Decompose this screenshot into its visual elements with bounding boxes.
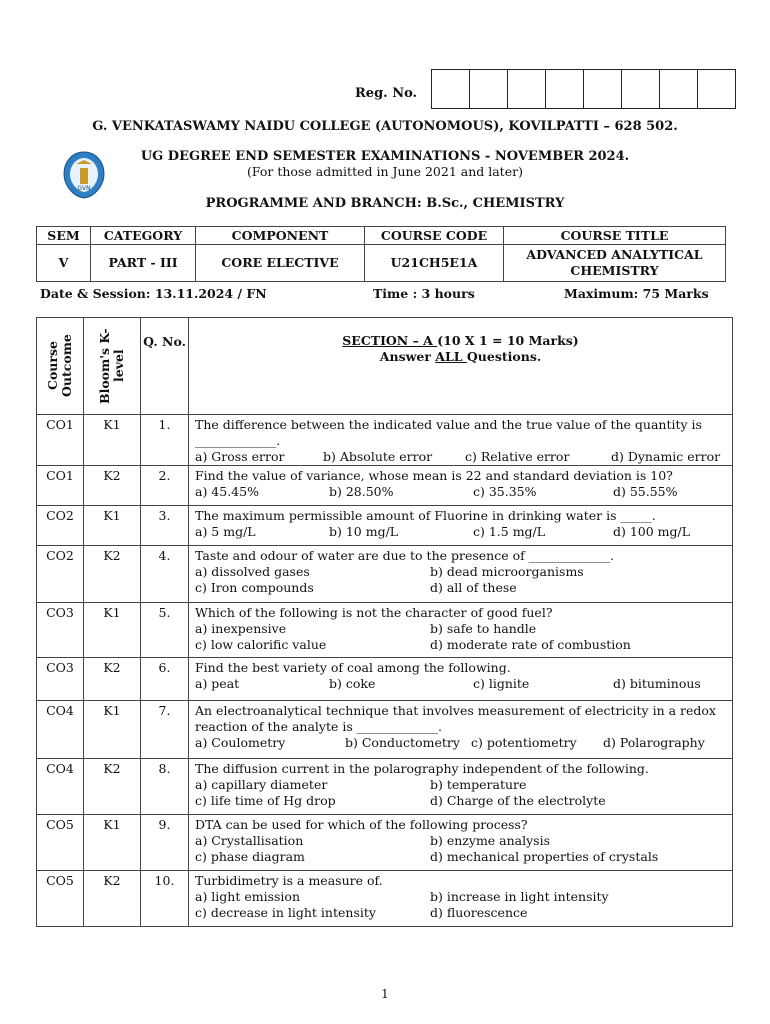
reg-box[interactable] [697,70,735,108]
k-level: K1 [84,415,141,466]
option-b: b) coke [329,676,376,691]
options-row [195,889,727,905]
option-a: a) 5 mg/L [195,524,256,539]
question-number: 2. [141,466,189,506]
question-text: Which of the following is not the character of good fuel? [195,605,553,620]
k-level: K2 [84,546,141,603]
option-c: c) potentiometry [471,735,577,750]
option-b: b) safe to handle [430,621,537,636]
k-level: K2 [84,759,141,815]
question-cell [189,815,733,871]
question-cell [189,546,733,603]
option-b: b) Absolute error [323,449,433,464]
maximum-marks: Maximum: 75 Marks [564,286,709,301]
question-row [37,871,733,927]
section-title: SECTION – A (10 X 1 = 10 Marks) [342,333,579,348]
option-d: d) Charge of the electrolyte [430,793,606,808]
date-session: Date & Session: 13.11.2024 / FN [40,286,267,301]
question-cell [189,466,733,506]
question-cell [189,506,733,546]
options-row [195,676,727,692]
question-row [37,701,733,759]
header-course-title: COURSE TITLE [504,227,726,245]
option-d: d) 55.55% [613,484,678,499]
k-level: K2 [84,871,141,927]
question-number: 10. [141,871,189,927]
options-row [195,777,727,793]
reg-no-boxes [431,69,736,109]
blooms-level-header: Bloom's K-level [97,328,126,404]
exam-time: Time : 3 hours [373,286,475,301]
k-level: K1 [84,603,141,658]
option-d: d) Polarography [603,735,705,750]
course-outcome: CO1 [37,466,84,506]
question-text: The maximum permissible amount of Fluorine in drinking water is _____. [195,508,656,523]
options-row [195,833,727,849]
option-d: d) all of these [430,580,517,595]
reg-box[interactable] [659,70,697,108]
question-row [37,603,733,658]
course-outcome: CO1 [37,415,84,466]
question-text: Taste and odour of water are due to the presence of _____________. [195,548,614,563]
options-row [195,580,727,596]
option-b: b) 10 mg/L [329,524,399,539]
course-outcome: CO4 [37,701,84,759]
value-sem: V [37,245,91,282]
question-row [37,415,733,466]
option-c: c) 35.35% [473,484,537,499]
question-text: The difference between the indicated value and the true value of the quantity is _____________. [195,417,702,448]
k-level: K2 [84,466,141,506]
college-name: G. VENKATASWAMY NAIDU COLLEGE (AUTONOMOUS), KOVILPATTI – 628 502. [92,119,678,134]
value-course-title: ADVANCED ANALYTICAL CHEMISTRY [504,245,726,282]
k-level: K2 [84,658,141,701]
option-d: d) mechanical properties of crystals [430,849,659,864]
option-b: b) temperature [430,777,527,792]
k-level: K1 [84,506,141,546]
reg-box[interactable] [545,70,583,108]
questions-table [36,317,733,927]
questions-body [37,415,733,927]
question-row [37,658,733,701]
question-row [37,466,733,506]
question-number: 6. [141,658,189,701]
question-row [37,759,733,815]
svg-text:GVN: GVN [77,185,91,192]
question-number: 8. [141,759,189,815]
option-c: c) Relative error [465,449,570,464]
reg-box[interactable] [621,70,659,108]
reg-box[interactable] [583,70,621,108]
option-c: c) Iron compounds [195,580,314,595]
question-text: An electroanalytical technique that involves measurement of electricity in a redox reaction of the analyte is _____________. [195,703,716,734]
header-course-code: COURSE CODE [365,227,504,245]
option-d: d) bituminous [613,676,701,691]
question-text: Find the best variety of coal among the following. [195,660,511,675]
admitted-note: (For those admitted in June 2021 and later) [247,164,523,179]
k-level: K1 [84,815,141,871]
question-number: 9. [141,815,189,871]
options-row [195,905,727,921]
course-outcome-header-cell [37,318,84,415]
question-cell [189,658,733,701]
exam-title: UG DEGREE END SEMESTER EXAMINATIONS - NOVEMBER 2024. [140,149,630,164]
question-text: Find the value of variance, whose mean is 22 and standard deviation is 10? [195,468,673,483]
question-number: 4. [141,546,189,603]
option-a: a) Coulometry [195,735,286,750]
options-row [195,793,727,809]
question-text: The diffusion current in the polarography independent of the following. [195,761,649,776]
section-a-header [189,318,733,415]
option-c: c) 1.5 mg/L [473,524,546,539]
option-a: a) peat [195,676,240,691]
option-d: d) 100 mg/L [613,524,691,539]
question-number: 3. [141,506,189,546]
course-outcome-header: Course Outcome [45,334,74,398]
header-category: CATEGORY [91,227,196,245]
options-row [195,564,727,580]
course-outcome: CO2 [37,546,84,603]
course-outcome: CO4 [37,759,84,815]
question-number: 7. [141,701,189,759]
option-a: a) Crystallisation [195,833,304,848]
reg-box[interactable] [469,70,507,108]
qno-header: Q. No. [141,318,189,415]
question-cell [189,871,733,927]
option-b: b) Conductometry [345,735,460,750]
reg-no-label: Reg. No. [355,86,418,101]
course-outcome: CO5 [37,871,84,927]
question-row [37,546,733,603]
option-d: d) fluorescence [430,905,528,920]
programme-branch: PROGRAMME AND BRANCH: B.Sc., CHEMISTRY [205,196,565,211]
option-a: a) inexpensive [195,621,287,636]
option-c: c) life time of Hg drop [195,793,336,808]
question-number: 1. [141,415,189,466]
options-row [195,524,727,540]
course-outcome: CO3 [37,603,84,658]
question-cell [189,701,733,759]
section-instruction: Answer ALL Questions. [379,349,542,364]
question-number: 5. [141,603,189,658]
question-cell [189,415,733,466]
option-a: a) light emission [195,889,300,904]
option-b: b) increase in light intensity [430,889,609,904]
question-row [37,815,733,871]
option-c: c) decrease in light intensity [195,905,376,920]
options-row [195,449,727,465]
option-b: b) 28.50% [329,484,394,499]
option-a: a) dissolved gases [195,564,310,579]
question-cell [189,759,733,815]
page-number: 1 [381,987,389,1001]
value-component: CORE ELECTIVE [196,245,365,282]
options-row [195,621,727,637]
option-c: c) phase diagram [195,849,305,864]
option-d: d) moderate rate of combustion [430,637,631,652]
options-row [195,637,727,653]
option-d: d) Dynamic error [611,449,721,464]
option-b: b) dead microorganisms [430,564,584,579]
question-text: Turbidimetry is a measure of. [195,873,383,888]
question-row [37,506,733,546]
course-outcome: CO3 [37,658,84,701]
option-c: c) low calorific value [195,637,327,652]
value-category: PART - III [91,245,196,282]
options-row [195,735,727,751]
course-outcome: CO2 [37,506,84,546]
option-c: c) lignite [473,676,530,691]
option-a: a) capillary diameter [195,777,328,792]
question-cell [189,603,733,658]
header-component: COMPONENT [196,227,365,245]
option-b: b) enzyme analysis [430,833,551,848]
header-sem: SEM [37,227,91,245]
value-course-code: U21CH5E1A [365,245,504,282]
option-a: a) 45.45% [195,484,259,499]
blooms-header-cell [84,318,141,415]
course-info-table [36,226,726,282]
question-text: DTA can be used for which of the following process? [195,817,528,832]
options-row [195,484,727,500]
course-outcome: CO5 [37,815,84,871]
reg-box[interactable] [432,70,469,108]
options-row [195,849,727,865]
option-a: a) Gross error [195,449,285,464]
k-level: K1 [84,701,141,759]
reg-box[interactable] [507,70,545,108]
